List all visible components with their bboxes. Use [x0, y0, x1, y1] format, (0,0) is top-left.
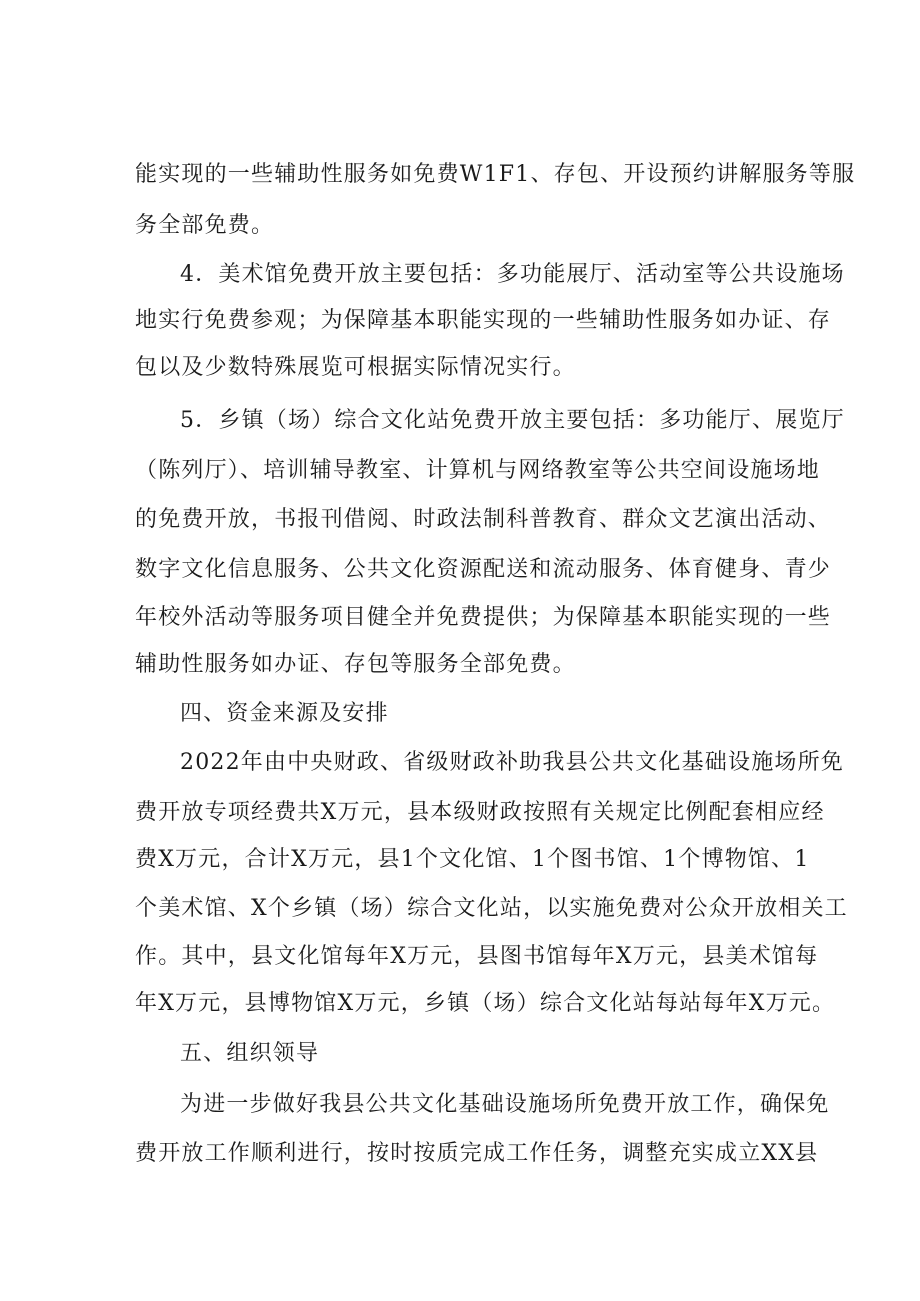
text-line: 年校外活动等服务项目健全并免费提供；为保障基本职能实现的一些 [135, 605, 832, 630]
text-line: 作。其中，县文化馆每年X万元，县图书馆每年X万元，县美术馆每 [135, 944, 819, 969]
text-line: 地实行免费参观；为保障基本职能实现的一些辅助性服务如办证、存 [135, 308, 832, 333]
text-line: 数字文化信息服务、公共文化资源配送和流动服务、体育健身、青少 [135, 557, 832, 582]
text-line: 个美术馆、X个乡镇（场）综合文化站，以实施免费对公众开放相关工 [135, 896, 848, 921]
paragraph-line: 4．美术馆免费开放主要包括：多功能展厅、活动室等公共设施场 [180, 262, 845, 287]
text-line: 年X万元，县博物馆X万元，乡镇（场）综合文化站每站每年X万元。 [135, 991, 836, 1016]
text-line: 包以及少数特殊展览可根据实际情况实行。 [135, 355, 576, 380]
text-line: 的免费开放，书报刊借阅、时政法制科普教育、群众文艺演出活动、 [135, 507, 832, 532]
text-line: 辅助性服务如办证、存包等服务全部免费。 [135, 652, 576, 677]
paragraph-line: 2022年由中央财政、省级财政补助我县公共文化基础设施场所免 [180, 750, 844, 775]
text-line: 能实现的一些辅助性服务如免费W1F1、存包、开设预约讲解服务等服 [135, 162, 856, 187]
text-line: 费X万元，合计X万元，县1个文化馆、1个图书馆、1个博物馆、1 [135, 847, 810, 872]
text-line: 务全部免费。 [135, 213, 275, 238]
text-line: （陈列厅）、培训辅导教室、计算机与网络教室等公共空间设施场地 [135, 458, 821, 483]
text-line: 费开放专项经费共X万元，县本级财政按照有关规定比例配套相应经 [135, 800, 825, 825]
text-line: 费开放工作顺利进行，按时按质完成工作任务，调整充实成立XX县 [135, 1141, 819, 1166]
section-heading: 五、组织领导 [180, 1041, 320, 1066]
paragraph-line: 5．乡镇（场）综合文化站免费开放主要包括：多功能厅、展览厅 [180, 408, 845, 433]
section-heading: 四、资金来源及安排 [180, 701, 389, 726]
paragraph-line: 为进一步做好我县公共文化基础设施场所免费开放工作，确保免 [180, 1092, 830, 1117]
